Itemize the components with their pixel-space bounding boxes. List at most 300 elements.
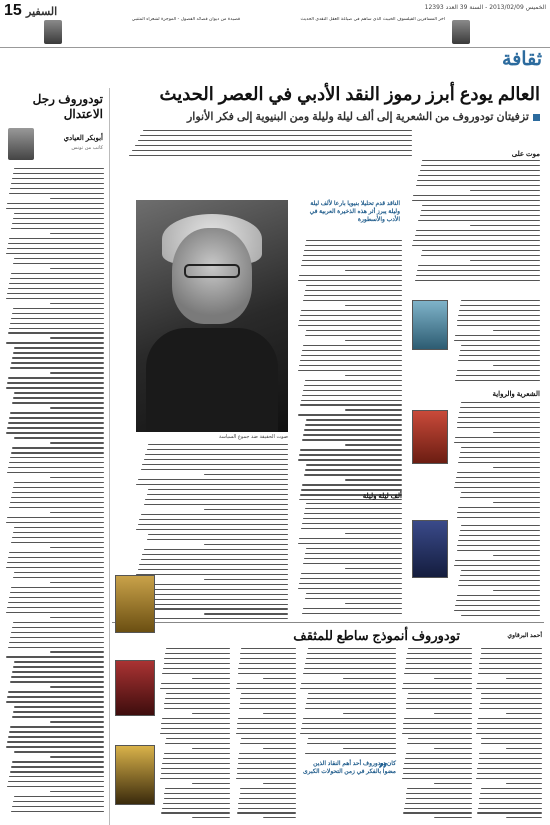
text-line <box>455 380 540 381</box>
text-line <box>10 188 104 189</box>
text-line <box>406 708 473 709</box>
text-line <box>204 613 288 614</box>
text-line <box>9 238 104 239</box>
text-line <box>454 610 540 611</box>
text-line <box>478 763 542 764</box>
text-line <box>11 632 104 633</box>
right-col-c <box>454 402 540 522</box>
text-line <box>303 434 402 435</box>
text-line <box>460 350 540 351</box>
text-line <box>164 793 230 794</box>
text-line <box>345 305 402 306</box>
text-line <box>8 647 104 648</box>
text-line <box>454 442 540 443</box>
text-line <box>345 444 402 445</box>
portrait-body <box>146 328 278 432</box>
text-line <box>14 213 104 214</box>
text-line <box>403 768 472 769</box>
text-line <box>8 691 104 692</box>
bottom-col-2 <box>236 648 296 818</box>
text-line <box>238 763 296 764</box>
text-line <box>238 803 296 804</box>
text-line <box>141 514 288 515</box>
text-line <box>300 733 396 734</box>
text-line <box>455 437 540 438</box>
text-line <box>343 713 396 714</box>
text-line <box>163 758 230 759</box>
text-line <box>163 803 230 804</box>
text-line <box>306 240 402 241</box>
text-line <box>147 449 288 450</box>
text-line <box>457 545 540 546</box>
text-line <box>50 791 104 792</box>
opinion-body <box>6 168 104 818</box>
text-line <box>14 482 104 483</box>
text-line <box>162 718 230 719</box>
text-line <box>434 783 473 784</box>
text-line <box>459 580 540 581</box>
opinion-author: أبوبكر العيادي <box>63 135 103 142</box>
right-col-b <box>454 300 540 385</box>
text-line <box>10 771 104 772</box>
text-line <box>406 753 473 754</box>
text-line <box>13 173 104 174</box>
text-line <box>11 811 104 812</box>
text-line <box>345 568 402 569</box>
text-line <box>301 528 402 529</box>
text-line <box>481 648 542 649</box>
text-line <box>479 803 542 804</box>
text-line <box>11 587 104 588</box>
text-line <box>192 817 231 818</box>
text-line <box>148 489 288 490</box>
text-line <box>10 726 104 727</box>
text-line <box>303 518 402 519</box>
text-line <box>50 372 104 373</box>
main-headline[interactable]: العالم يودع أبرز رموز النقد الأدبي في العصر الحديث <box>159 84 540 104</box>
text-line <box>479 753 542 754</box>
text-line <box>7 427 104 428</box>
text-line <box>457 325 540 326</box>
book-cover-2 <box>412 410 448 464</box>
text-line <box>13 666 104 667</box>
text-line <box>11 228 104 229</box>
text-line <box>480 793 542 794</box>
text-line <box>406 798 473 799</box>
text-line <box>458 360 540 361</box>
text-line <box>421 165 540 166</box>
text-line <box>506 783 542 784</box>
text-line <box>407 653 472 654</box>
text-line <box>147 494 288 495</box>
text-line <box>50 651 104 652</box>
text-line <box>144 459 288 460</box>
text-line <box>308 693 396 694</box>
text-line <box>493 590 540 591</box>
text-line <box>204 544 288 545</box>
text-line <box>458 462 540 463</box>
text-line <box>455 605 540 606</box>
text-line <box>300 315 402 316</box>
text-line <box>9 417 104 418</box>
text-line <box>14 258 104 259</box>
text-line <box>12 537 104 538</box>
text-line <box>306 419 402 420</box>
text-line <box>413 195 540 196</box>
text-line <box>299 320 402 321</box>
text-line <box>145 589 288 590</box>
text-line <box>263 678 296 679</box>
subheading-death: موت على <box>511 151 540 158</box>
text-line <box>300 578 402 579</box>
text-line <box>305 553 402 554</box>
text-line <box>300 360 402 361</box>
text-line <box>457 422 540 423</box>
bottom-author: أحمد البرقاوي <box>507 633 542 639</box>
text-line <box>13 711 104 712</box>
text-line <box>7 607 104 608</box>
text-line <box>50 756 104 757</box>
text-line <box>204 474 288 475</box>
text-line <box>459 310 540 311</box>
text-line <box>307 743 396 744</box>
text-line <box>301 310 402 311</box>
text-line <box>50 547 104 548</box>
text-line <box>418 175 540 176</box>
author-portrait-photo <box>136 200 288 432</box>
text-line <box>306 658 396 659</box>
text-line <box>404 763 472 764</box>
text-line <box>303 563 402 564</box>
text-line <box>305 708 396 709</box>
text-line <box>14 796 104 797</box>
text-line <box>136 574 288 575</box>
text-line <box>147 584 288 585</box>
text-line <box>455 335 540 336</box>
main-subhead <box>120 110 540 123</box>
text-line <box>434 748 473 749</box>
text-line <box>13 263 104 264</box>
text-line <box>9 731 104 732</box>
text-line <box>13 397 104 398</box>
text-line <box>306 548 402 549</box>
text-line <box>305 508 402 509</box>
text-line <box>50 268 104 269</box>
section-title: ثقافة <box>502 49 542 70</box>
text-line <box>303 673 396 674</box>
text-line <box>404 808 472 809</box>
text-line <box>141 469 288 470</box>
text-line <box>141 604 288 605</box>
text-line <box>403 728 472 729</box>
text-line <box>305 753 396 754</box>
text-line <box>50 512 104 513</box>
text-line <box>6 656 104 657</box>
text-line <box>192 678 231 679</box>
text-line <box>301 728 396 729</box>
text-line <box>11 542 104 543</box>
text-line <box>138 524 288 525</box>
text-line <box>481 738 542 739</box>
text-line <box>421 210 540 211</box>
text-line <box>12 627 104 628</box>
text-line <box>405 668 472 669</box>
text-line <box>161 812 230 813</box>
text-line <box>422 250 540 251</box>
text-line <box>303 345 402 346</box>
text-line <box>50 617 104 618</box>
text-line <box>455 482 540 483</box>
text-line <box>9 597 104 598</box>
text-line <box>8 602 104 603</box>
book-cover-1 <box>412 300 448 350</box>
text-line <box>459 355 540 356</box>
page-number: 15 <box>4 2 22 19</box>
text-line <box>298 543 402 544</box>
bottom-headline[interactable]: تودوروف أنموذج ساطع للمثقف <box>293 628 460 643</box>
text-line <box>7 517 104 518</box>
text-line <box>481 653 542 654</box>
text-line <box>493 502 540 503</box>
quote-mark-icon: ” <box>378 760 389 781</box>
text-line <box>12 178 104 179</box>
text-line <box>164 658 230 659</box>
text-line <box>13 487 104 488</box>
text-line <box>422 160 540 161</box>
text-line <box>10 502 104 503</box>
text-line <box>305 245 402 246</box>
text-line <box>298 370 402 371</box>
text-line <box>416 185 540 186</box>
text-line <box>457 550 540 551</box>
bottom-col-5 <box>476 648 542 818</box>
text-line <box>305 290 402 291</box>
text-line <box>161 723 230 724</box>
text-line <box>147 539 288 540</box>
text-line <box>461 345 540 346</box>
main-subhead-text: تزفيتان تودوروف من الشعرية إلى ألف ليلة وليلة ومن البنيوية إلى فكر الأنوار <box>186 111 529 123</box>
text-line <box>11 452 104 453</box>
bottom-pullquote: كان تودوروف أحد أهم النقاد الذين مضوا بالفكر في زمن التحولات الكبرى <box>302 761 396 775</box>
text-line <box>302 260 402 261</box>
teaser-photo-right <box>452 20 470 44</box>
text-line <box>407 698 472 699</box>
text-line <box>12 716 104 717</box>
text-line <box>6 522 104 523</box>
text-line <box>418 220 540 221</box>
text-line <box>479 668 542 669</box>
text-line <box>408 738 472 739</box>
text-line <box>302 395 402 396</box>
text-line <box>50 477 104 478</box>
text-line <box>165 788 230 789</box>
subheading-poetics: الشعرية والرواية <box>492 391 540 398</box>
text-line <box>7 293 104 294</box>
text-line <box>302 723 396 724</box>
text-line <box>305 663 396 664</box>
text-line <box>408 693 472 694</box>
text-line <box>13 218 104 219</box>
text-line <box>460 530 540 531</box>
text-line <box>343 748 396 749</box>
text-line <box>9 776 104 777</box>
text-line <box>405 803 472 804</box>
text-line <box>7 786 104 787</box>
text-line <box>240 788 296 789</box>
opinion-title[interactable]: تودوروف رجل الاعتدال <box>32 92 103 121</box>
text-line <box>10 681 104 682</box>
text-line <box>402 733 472 734</box>
text-line <box>476 688 542 689</box>
text-line <box>461 300 540 301</box>
text-line <box>301 355 402 356</box>
text-line <box>12 402 104 403</box>
text-line <box>302 523 402 524</box>
text-line <box>300 449 402 450</box>
text-line <box>457 320 540 321</box>
text-line <box>415 235 540 236</box>
text-line <box>7 248 104 249</box>
text-line <box>12 671 104 672</box>
text-line <box>11 676 104 677</box>
text-line <box>420 215 540 216</box>
text-line <box>454 340 540 341</box>
text-line <box>240 703 296 704</box>
text-line <box>458 540 540 541</box>
text-line <box>457 370 540 371</box>
portrait-glasses <box>184 264 240 278</box>
text-line <box>241 693 296 694</box>
text-line <box>237 683 296 684</box>
text-line <box>236 733 296 734</box>
opinion-column <box>0 88 110 825</box>
text-line <box>7 203 104 204</box>
text-line <box>457 595 540 596</box>
text-line <box>477 728 542 729</box>
text-line <box>305 380 402 381</box>
text-line <box>306 330 402 331</box>
text-line <box>406 663 473 664</box>
text-line <box>164 703 230 704</box>
text-line <box>8 467 104 468</box>
text-line <box>12 313 104 314</box>
subheading-alf-layla: ألف ليلة وليلة <box>362 493 402 500</box>
text-line <box>50 721 104 722</box>
text-line <box>138 140 412 141</box>
bottom-col-3 <box>300 648 396 756</box>
text-line <box>460 452 540 453</box>
text-line <box>238 808 296 809</box>
text-line <box>6 208 104 209</box>
text-line <box>9 462 104 463</box>
text-line <box>412 245 540 246</box>
text-line <box>304 474 402 475</box>
text-line <box>142 599 288 600</box>
text-line <box>306 464 402 465</box>
text-line <box>10 637 104 638</box>
text-line <box>50 407 104 408</box>
text-line <box>301 400 402 401</box>
text-line <box>457 427 540 428</box>
text-line <box>166 693 230 694</box>
text-line <box>418 265 540 266</box>
text-line <box>306 285 402 286</box>
text-line <box>11 362 104 363</box>
text-line <box>403 723 472 724</box>
text-line <box>457 472 540 473</box>
text-line <box>407 788 472 789</box>
text-line <box>6 253 104 254</box>
text-line <box>160 733 230 734</box>
text-line <box>135 145 412 146</box>
text-line <box>456 477 540 478</box>
text-line <box>14 572 104 573</box>
text-line <box>477 723 542 724</box>
text-line <box>7 382 104 383</box>
text-line <box>164 708 231 709</box>
text-line <box>14 527 104 528</box>
text-line <box>477 683 542 684</box>
text-line <box>477 773 542 774</box>
text-line <box>161 768 230 769</box>
main-intro <box>120 130 412 164</box>
text-line <box>12 223 104 224</box>
text-line <box>299 583 402 584</box>
text-line <box>7 562 104 563</box>
text-line <box>140 135 412 136</box>
text-line <box>307 698 396 699</box>
text-line <box>298 280 402 281</box>
text-line <box>237 812 296 813</box>
book-cover-5 <box>115 660 155 716</box>
text-line <box>160 778 230 779</box>
text-line <box>403 812 472 813</box>
author-avatar <box>8 128 34 160</box>
main-pullquote: الناقد قدم تحليلا بنيويا بارعا لألف ليلة وليلة يبرز أثر هذه الذخيرة العربية في الأدب والأسطورة <box>309 201 400 223</box>
text-line <box>298 459 402 460</box>
text-line <box>165 698 230 699</box>
text-line <box>345 375 402 376</box>
text-line <box>307 653 396 654</box>
text-line <box>458 507 540 508</box>
teaser-left[interactable]: قصيدة من ديوان قصائد الفصول - الموجزة لشعراء المتنبي <box>131 17 240 22</box>
text-line <box>305 424 402 425</box>
main-col-mid <box>298 240 402 500</box>
text-line <box>166 738 230 739</box>
text-line <box>470 260 540 261</box>
teaser-right[interactable]: آخر المسافرين الفيلسوف الخبيث الذي ساهم في صياغة العقل النقدي الحديث <box>300 17 445 22</box>
issue-date: الخميس 2013/02/09 - السنة 39 العدد 12393 <box>424 4 546 11</box>
text-line <box>420 170 540 171</box>
text-line <box>306 503 402 504</box>
text-line <box>10 412 104 413</box>
text-line <box>477 768 542 769</box>
text-line <box>14 392 104 393</box>
text-line <box>345 270 402 271</box>
text-line <box>434 678 473 679</box>
text-line <box>7 472 104 473</box>
text-line <box>6 298 104 299</box>
text-line <box>408 648 472 649</box>
text-line <box>304 558 402 559</box>
text-line <box>14 751 104 752</box>
text-line <box>238 718 296 719</box>
text-line <box>9 283 104 284</box>
text-line <box>8 422 104 423</box>
text-line <box>301 265 402 266</box>
text-line <box>239 798 296 799</box>
text-line <box>461 570 540 571</box>
